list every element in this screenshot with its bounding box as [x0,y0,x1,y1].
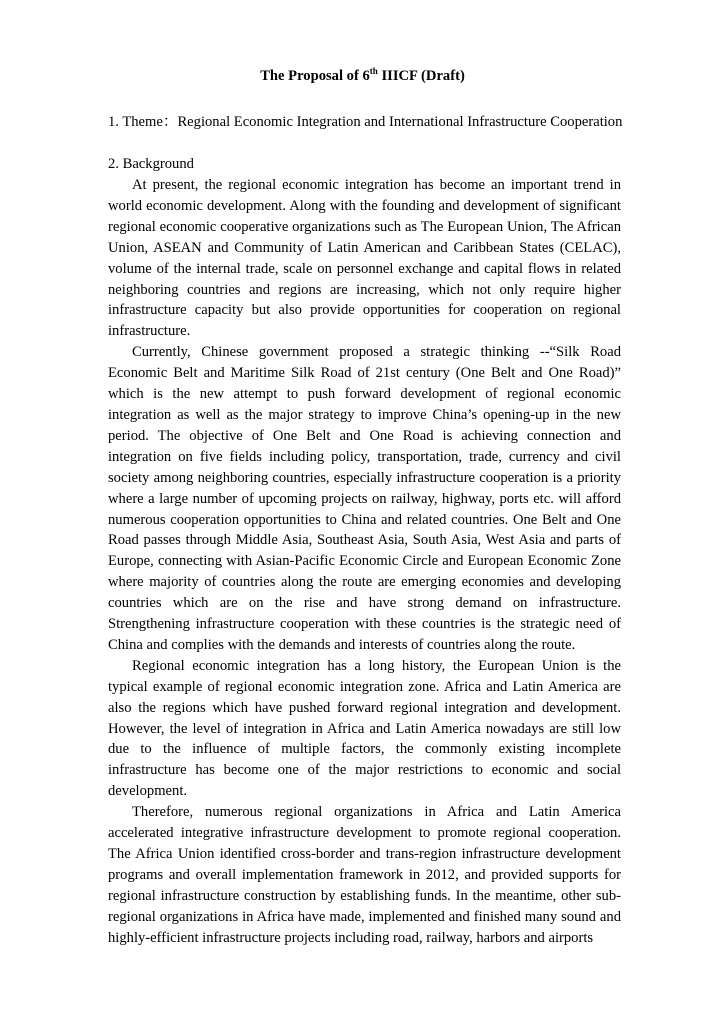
title-superscript: th [369,66,378,77]
paragraph: Therefore, numerous regional organizations in Africa and Latin America accelerated integrative infrastructure development to promote regional cooperation. The Africa Union identified cross-border and trans-region infrastructure development programs and overall implementation framework in 2012, and provided supports for regional infrastructure construction by establishing funds. In the meantime, other sub-regional organizations in Africa have made, implemented and finished many sound and highly-efficient infrastructure projects including road, railway, harbors and airports [108,804,621,946]
title-suffix: IIICF (Draft) [377,68,465,84]
paragraph: Regional economic integration has a long history, the European Union is the typical example of regional economic integration zone. Africa and Latin America are also the regions which have pushed forward regional integration and development. However, the level of integration in Africa and Latin America nowadays are still low due to the influence of multiple factors, the commonly existing incomplete infrastructure has become one of the major restrictions to economic and social development. [108,657,621,800]
paragraph: At present, the regional economic integration has become an important trend in world economic development. Along with the founding and development of significant regional economic cooperative organizations such as The European Union, The African Union, ASEAN and Community of Latin American and Caribbean States (CELAC), volume of the internal trade, scale on personnel exchange and capital flows in related neighboring countries and regions are increasing, which not only require higher infrastructure capacity but also provide opportunities for cooperation on regional infrastructure. [108,177,621,340]
paragraph: Currently, Chinese government proposed a strategic thinking --“Silk Road Economic Belt and Maritime Silk Road of 21st century (One Belt and One Road)” which is the new attempt to push forward development of regional economic integration as well as the major strategy to improve China’s opening-up in the new period. The objective of One Belt and One Road is achieving connection and integration on five fields including policy, transportation, trade, currency and civil society among neighboring countries, especially infrastructure cooperation is a priority where a large number of upcoming projects on railway, highway, ports etc. will afford numerous cooperation opportunities to China and related countries. One Belt and One Road passes through Middle Asia, Southeast Asia, South Asia, West Asia and parts of Europe, connecting with Asian-Pacific Economic Circle and European Economic Zone where majority of countries along the route are emerging economies and developing countries which are on the rise and have strong demand on infrastructure. Strengthening infrastructure cooperation with these countries is the strategic need of China and complies with the demands and interests of countries along the route. [108,344,621,653]
background-body [108,175,621,949]
section-background-heading: 2. Background [108,156,194,172]
section-theme-heading: 1. Theme：Regional Economic Integration and International Infrastructure Cooperation [108,114,623,130]
title-prefix: The Proposal of 6 [260,68,370,84]
document-title [0,66,725,86]
